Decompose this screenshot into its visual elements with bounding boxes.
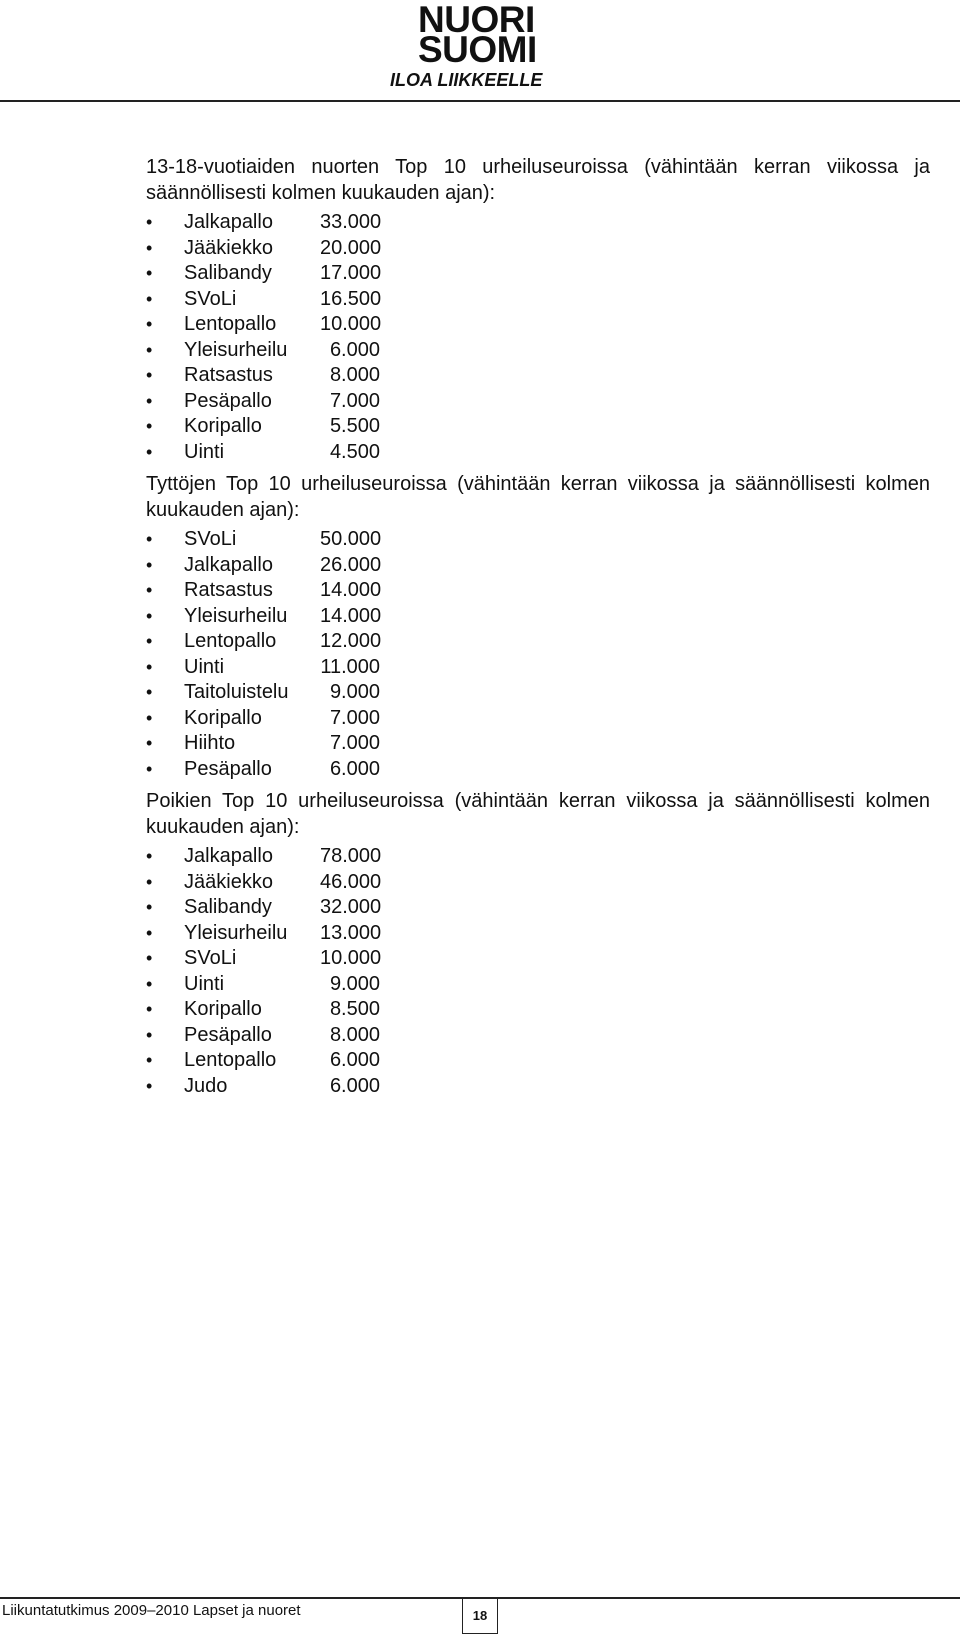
- section-intro: Tyttöjen Top 10 urheiluseuroissa (vähintään kerran viikossa ja säännöllisesti kolmen kuukauden ajan):: [146, 473, 930, 521]
- sport-name: Pesäpallo: [184, 1023, 272, 1046]
- sport-name: Yleisurheilu: [184, 338, 288, 361]
- document-body: [146, 154, 930, 1105]
- member-count: 10.000: [320, 313, 382, 335]
- footer-publication: Liikuntatutkimus 2009–2010 Lapset ja nuoret: [2, 1602, 301, 1619]
- bullet-icon: •: [146, 897, 153, 917]
- bullet-icon: •: [146, 554, 153, 575]
- member-count: 4.500: [329, 440, 380, 463]
- page-number: 18: [462, 1598, 498, 1634]
- section-boys-top10: [146, 788, 930, 1099]
- list-item: [146, 236, 930, 262]
- section-intro: 13-18-vuotiaiden nuorten Top 10 urheiluseuroissa (vähintään kerran viikossa ja säännöllisesti kolmen kuukauden ajan):: [146, 156, 930, 204]
- list-item: [146, 604, 930, 630]
- bullet-icon: •: [146, 314, 153, 334]
- member-count: 12.000: [320, 630, 382, 652]
- member-count: 9.000: [329, 972, 380, 995]
- list-item: [146, 997, 930, 1023]
- header-divider: [0, 100, 960, 102]
- bullet-icon: •: [146, 999, 153, 1019]
- member-count: 14.000: [320, 604, 382, 627]
- sport-name: Pesäpallo: [184, 389, 272, 412]
- list-item: [146, 210, 930, 236]
- logo-line2: SUOMI: [418, 29, 537, 70]
- sport-name: Ratsastus: [184, 364, 273, 386]
- sport-name: Jääkiekko: [184, 870, 273, 893]
- bullet-icon: •: [146, 1050, 153, 1070]
- nuori-suomi-logo: [380, 0, 580, 96]
- bullet-icon: •: [146, 529, 153, 549]
- list-item: [146, 921, 930, 947]
- sport-name: SVoLi: [184, 947, 237, 969]
- member-count: 8.000: [329, 1023, 380, 1046]
- list-item: [146, 870, 930, 896]
- member-count: 8.500: [329, 998, 380, 1020]
- list-item: [146, 527, 930, 553]
- list-item: [146, 946, 930, 972]
- bullet-icon: •: [146, 948, 153, 968]
- member-count: 5.500: [329, 415, 380, 437]
- section-girls-top10: [146, 471, 930, 782]
- sport-name: Jalkapallo: [184, 553, 273, 576]
- sport-name: Pesäpallo: [184, 757, 272, 780]
- list-item: [146, 363, 930, 389]
- logo-tagline: ILOA LIIKKEELLE: [390, 70, 543, 90]
- member-count: 16.500: [320, 287, 382, 310]
- sport-list: [146, 527, 930, 782]
- sport-name: Taitoluistelu: [184, 681, 289, 703]
- member-count: 7.000: [329, 389, 380, 412]
- list-item: [146, 553, 930, 579]
- bullet-icon: •: [146, 441, 153, 462]
- bullet-icon: •: [146, 682, 153, 702]
- member-count: 46.000: [320, 870, 382, 893]
- sport-name: Jalkapallo: [184, 845, 273, 867]
- sport-name: SVoLi: [184, 528, 237, 550]
- bullet-icon: •: [146, 263, 153, 283]
- bullet-icon: •: [146, 631, 153, 651]
- logo-line1: NUORI: [418, 0, 535, 40]
- list-item: [146, 706, 930, 732]
- list-item: [146, 629, 930, 655]
- list-item: [146, 389, 930, 415]
- sport-name: Yleisurheilu: [184, 921, 288, 944]
- bullet-icon: •: [146, 212, 153, 232]
- list-item: [146, 844, 930, 870]
- list-item: [146, 655, 930, 681]
- bullet-icon: •: [146, 922, 153, 943]
- sport-name: Lentopallo: [184, 1049, 277, 1071]
- list-item: [146, 312, 930, 338]
- member-count: 6.000: [329, 757, 380, 780]
- list-item: [146, 895, 930, 921]
- member-count: 8.000: [329, 364, 380, 386]
- sport-name: Uinti: [184, 972, 225, 995]
- list-item: [146, 1048, 930, 1074]
- sport-name: Koripallo: [184, 415, 262, 437]
- member-count: 17.000: [320, 262, 382, 284]
- sport-name: Yleisurheilu: [184, 604, 288, 627]
- sport-name: Salibandy: [184, 262, 272, 284]
- bullet-icon: •: [146, 973, 153, 994]
- sport-name: Jääkiekko: [184, 236, 273, 259]
- sport-name: Uinti: [184, 440, 225, 463]
- list-item: [146, 414, 930, 440]
- sport-name: Jalkapallo: [184, 211, 273, 233]
- list-item: [146, 731, 930, 757]
- bullet-icon: •: [146, 390, 153, 411]
- bullet-icon: •: [146, 416, 153, 436]
- member-count: 9.000: [329, 681, 380, 703]
- list-item: [146, 1074, 930, 1100]
- bullet-icon: •: [146, 733, 153, 753]
- member-count: 78.000: [320, 845, 382, 867]
- bullet-icon: •: [146, 288, 153, 309]
- member-count: 11.000: [320, 655, 380, 678]
- bullet-icon: •: [146, 339, 153, 360]
- bullet-icon: •: [146, 846, 153, 866]
- sport-name: Hiihto: [184, 732, 236, 754]
- section-intro: Poikien Top 10 urheiluseuroissa (vähintään kerran viikossa ja säännöllisesti kolmen kuukauden ajan):: [146, 790, 930, 838]
- sport-name: Lentopallo: [184, 630, 277, 652]
- bullet-icon: •: [146, 1024, 153, 1045]
- list-item: [146, 338, 930, 364]
- member-count: 50.000: [320, 528, 382, 550]
- sport-name: SVoLi: [184, 287, 237, 310]
- bullet-icon: •: [146, 656, 153, 677]
- list-item: [146, 261, 930, 287]
- bullet-icon: •: [146, 580, 153, 600]
- section-youth-top10: [146, 154, 930, 465]
- list-item: [146, 757, 930, 783]
- list-item: [146, 440, 930, 466]
- sport-name: Koripallo: [184, 998, 262, 1020]
- sport-name: Koripallo: [184, 706, 262, 729]
- bullet-icon: •: [146, 237, 153, 258]
- bullet-icon: •: [146, 605, 153, 626]
- bullet-icon: •: [146, 871, 153, 892]
- member-count: 7.000: [329, 706, 380, 729]
- list-item: [146, 680, 930, 706]
- list-item: [146, 287, 930, 313]
- member-count: 14.000: [320, 579, 382, 601]
- sport-name: Salibandy: [184, 896, 272, 918]
- list-item: [146, 578, 930, 604]
- bullet-icon: •: [146, 365, 153, 385]
- member-count: 13.000: [320, 921, 382, 944]
- member-count: 10.000: [320, 947, 382, 969]
- sport-name: Uinti: [184, 655, 225, 678]
- member-count: 26.000: [320, 553, 382, 576]
- sport-name: Judo: [184, 1074, 228, 1097]
- bullet-icon: •: [146, 707, 153, 728]
- list-item: [146, 972, 930, 998]
- bullet-icon: •: [146, 1075, 153, 1096]
- member-count: 32.000: [320, 896, 382, 918]
- member-count: 6.000: [329, 1074, 380, 1097]
- sport-name: Ratsastus: [184, 579, 273, 601]
- member-count: 7.000: [329, 732, 380, 754]
- sport-list: [146, 210, 930, 465]
- bullet-icon: •: [146, 758, 153, 779]
- sport-list: [146, 844, 930, 1099]
- sport-name: Lentopallo: [184, 313, 277, 335]
- member-count: 6.000: [329, 1049, 380, 1071]
- member-count: 33.000: [320, 211, 382, 233]
- list-item: [146, 1023, 930, 1049]
- member-count: 20.000: [320, 236, 382, 259]
- member-count: 6.000: [329, 338, 380, 361]
